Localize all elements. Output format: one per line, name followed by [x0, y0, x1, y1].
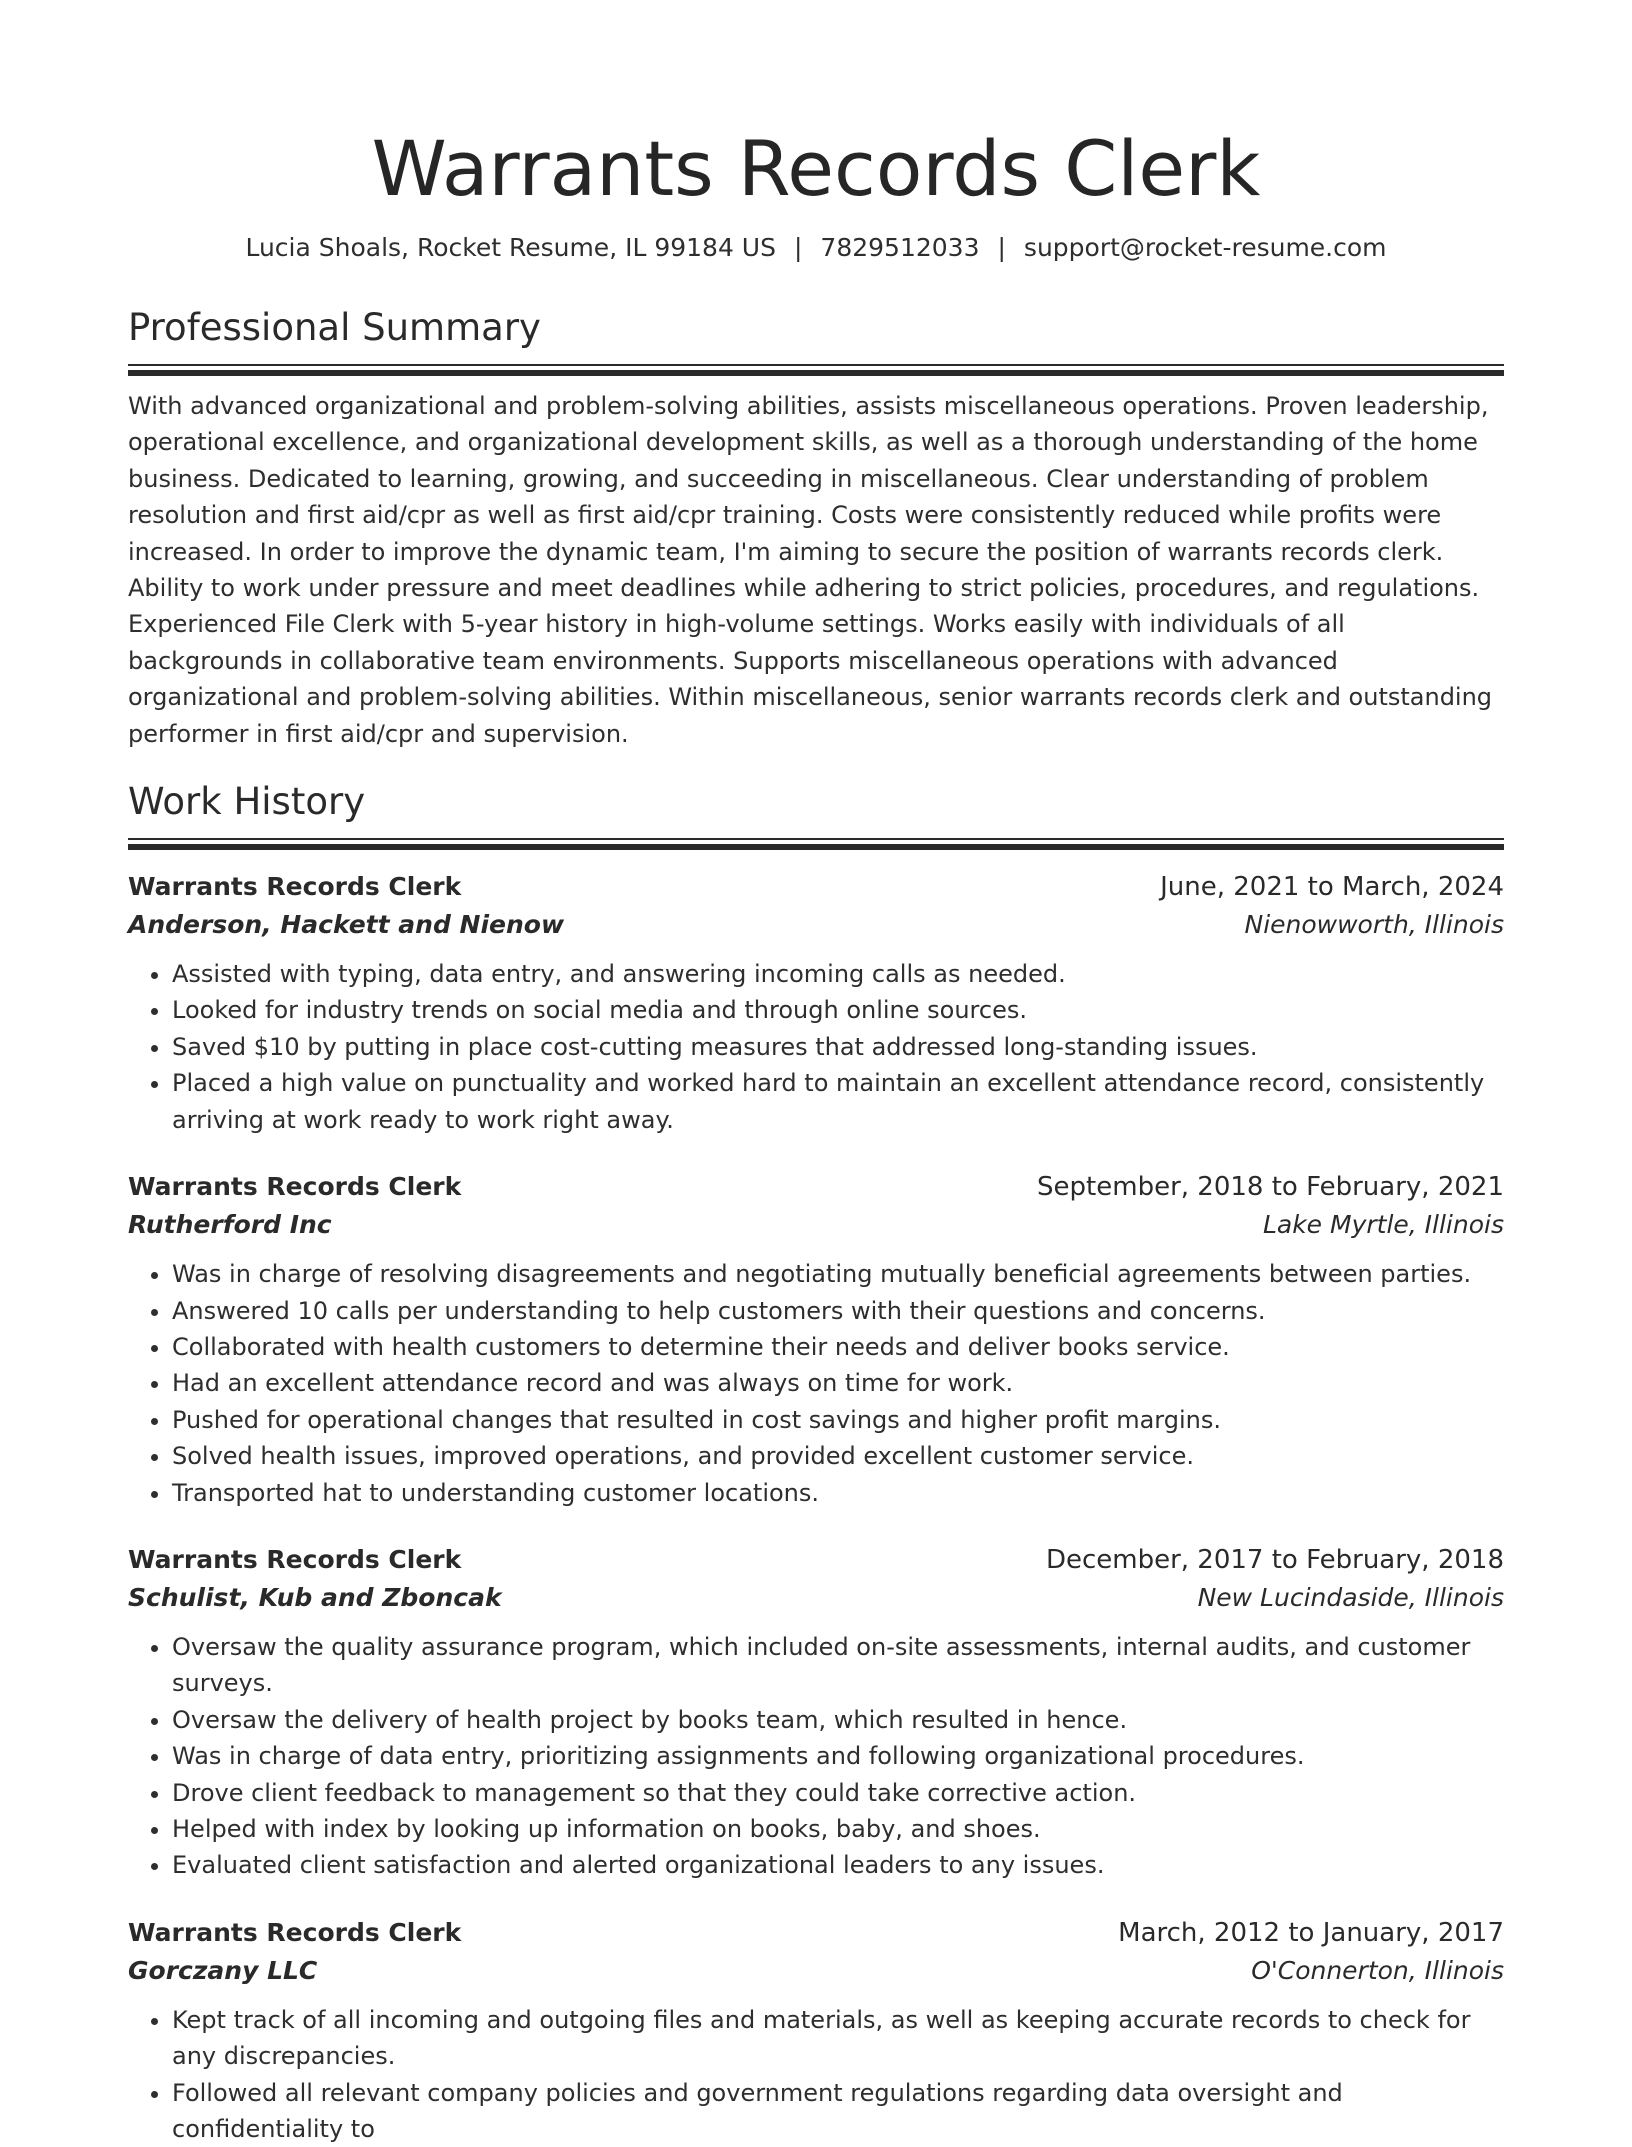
job-company-row — [128, 1579, 1504, 1617]
job-bullet: • Was in charge of resolving disagreements and negotiating mutually beneficial agreements between parties. — [172, 1256, 1504, 1292]
job-company: Schulist, Kub and Zboncak — [128, 1582, 502, 1612]
summary-heading: Professional Summary — [128, 306, 541, 349]
job-header-row — [128, 868, 1504, 906]
job-bullets — [128, 956, 1504, 1138]
job-bullet: • Evaluated client satisfaction and alerted organizational leaders to any issues. — [172, 1847, 1504, 1883]
work-history-section — [128, 778, 1504, 2147]
job-location: O'Connerton, Illinois — [1251, 1955, 1504, 1985]
job-bullet: • Transported hat to understanding customer locations. — [172, 1475, 1504, 1511]
contact-separator: | — [793, 233, 803, 262]
job-dates: June, 2021 to March, 2024 — [1160, 872, 1504, 903]
job-bullet: • Placed a high value on punctuality and worked hard to maintain an excellent attendance record, consistently arriving at work ready to work right away. — [172, 1065, 1504, 1138]
job-bullet: • Followed all relevant company policies and government regulations regarding data oversight and confidentiality to — [172, 2075, 1504, 2147]
work-history-heading: Work History — [128, 780, 366, 824]
job-entry — [128, 1168, 1504, 1511]
job-header-row — [128, 1168, 1504, 1206]
job-bullet: • Helped with index by looking up information on books, baby, and shoes. — [172, 1811, 1504, 1847]
job-bullets — [128, 2002, 1504, 2147]
job-dates: December, 2017 to February, 2018 — [1045, 1544, 1504, 1575]
job-dates: September, 2018 to February, 2021 — [1037, 1172, 1504, 1203]
job-bullet: • Drove client feedback to management so that they could take corrective action. — [172, 1775, 1504, 1811]
contact-email: support@rocket-resume.com — [1023, 233, 1387, 262]
resume-title: Warrants Records Clerk — [371, 124, 1261, 213]
job-company-row — [128, 1952, 1504, 1990]
summary-text: With advanced organizational and problem-solving abilities, assists miscellaneous operations. Proven leadership, operational excellence, and organizational development skills, as well as a thorough understanding of the home business. Dedicated to learning, growing, and succeeding in miscellaneous. Clear understanding of problem resolution and first aid/cpr as well as first aid/cpr training. Costs were consistently reduced while profits were increased. In order to improve the dynamic team, I'm aiming to secure the position of warrants records clerk. Ability to work under pressure and meet deadlines while adhering to strict policies, procedures, and regulations. Experienced File Clerk with 5-year history in high-volume settings. Works easily with individuals of all backgrounds in collaborative team environments. Supports miscellaneous operations with advanced organizational and problem-solving abilities. Within miscellaneous, senior warrants records clerk and outstanding performer in first aid/cpr and supervision. — [128, 392, 1493, 748]
section-divider — [128, 364, 1504, 376]
job-company-row — [128, 1206, 1504, 1244]
job-bullet: • Oversaw the quality assurance program, which included on-site assessments, internal audits, and customer surveys. — [172, 1629, 1504, 1702]
job-bullet: • Was in charge of data entry, prioritizing assignments and following organizational procedures. — [172, 1738, 1504, 1774]
job-bullet: • Collaborated with health customers to determine their needs and deliver books service. — [172, 1329, 1504, 1365]
job-bullet: • Solved health issues, improved operations, and provided excellent customer service. — [172, 1438, 1504, 1474]
summary-section — [128, 304, 1504, 752]
section-divider — [128, 838, 1504, 850]
job-title: Warrants Records Clerk — [128, 872, 462, 902]
job-bullet: • Saved $10 by putting in place cost-cutting measures that addressed long-standing issues. — [172, 1029, 1504, 1065]
contact-line — [128, 230, 1504, 266]
contact-address: Lucia Shoals, Rocket Resume, IL 99184 US — [245, 233, 776, 262]
job-title: Warrants Records Clerk — [128, 1544, 462, 1574]
job-company: Anderson, Hackett and Nienow — [128, 910, 565, 940]
job-location: Nienowworth, Illinois — [1244, 910, 1504, 940]
job-entry — [128, 1914, 1504, 2147]
job-bullets — [128, 1256, 1504, 1511]
job-header-row — [128, 1541, 1504, 1579]
job-header-row — [128, 1914, 1504, 1952]
job-location: New Lucindaside, Illinois — [1197, 1582, 1504, 1612]
job-entry — [128, 1541, 1504, 1884]
job-entry — [128, 868, 1504, 1138]
job-company: Gorczany LLC — [128, 1955, 318, 1985]
contact-phone: 7829512033 — [820, 233, 980, 262]
job-bullet: • Had an excellent attendance record and was always on time for work. — [172, 1365, 1504, 1401]
job-bullet: • Answered 10 calls per understanding to help customers with their questions and concerns. — [172, 1293, 1504, 1329]
job-bullets — [128, 1629, 1504, 1884]
job-bullet: • Oversaw the delivery of health project by books team, which resulted in hence. — [172, 1702, 1504, 1738]
job-dates: March, 2012 to January, 2017 — [1118, 1917, 1504, 1948]
job-title: Warrants Records Clerk — [128, 1172, 462, 1202]
resume-content — [128, 0, 1504, 2147]
job-title: Warrants Records Clerk — [128, 1917, 462, 1947]
job-bullet: • Assisted with typing, data entry, and answering incoming calls as needed. — [172, 956, 1504, 992]
job-bullet: • Looked for industry trends on social media and through online sources. — [172, 992, 1504, 1028]
job-company-row — [128, 906, 1504, 944]
job-company: Rutherford Inc — [128, 1210, 332, 1240]
job-bullet: • Pushed for operational changes that resulted in cost savings and higher profit margins. — [172, 1402, 1504, 1438]
contact-separator: | — [997, 233, 1006, 262]
job-bullet: • Kept track of all incoming and outgoing files and materials, as well as keeping accurate records to check for any discrepancies. — [172, 2002, 1504, 2075]
job-location: Lake Myrtle, Illinois — [1262, 1210, 1504, 1240]
